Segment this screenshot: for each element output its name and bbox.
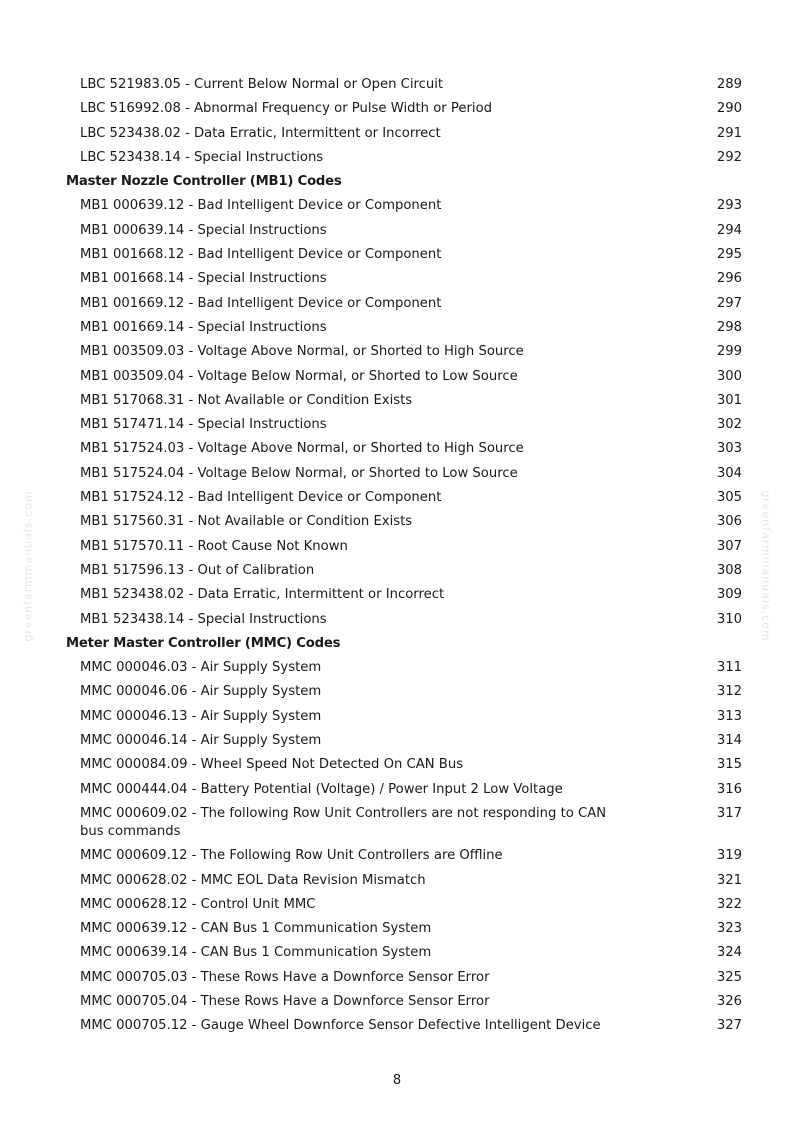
toc-entry-page: 324: [716, 945, 742, 961]
toc-entry[interactable]: [66, 872, 742, 890]
toc-entry[interactable]: [66, 944, 742, 962]
toc-entry-title: MB1 517524.12 - Bad Intelligent Device or Component: [80, 490, 442, 506]
toc-entry-page: 295: [716, 247, 742, 263]
toc-entry-page: 300: [716, 368, 742, 384]
toc-entry-title: MB1 003509.04 - Voltage Below Normal, or Shorted to Low Source: [80, 368, 518, 384]
toc-entry-page: 323: [716, 921, 742, 937]
toc-entry[interactable]: [66, 197, 742, 215]
toc-entry-title: MB1 523438.14 - Special Instructions: [80, 611, 327, 627]
toc-entry-title: MB1 517524.03 - Voltage Above Normal, or Shorted to High Source: [80, 441, 524, 457]
toc-entry-title: MMC 000628.02 - MMC EOL Data Revision Mismatch: [80, 872, 426, 888]
toc-entry-title: MMC 000639.12 - CAN Bus 1 Communication System: [80, 921, 432, 937]
toc-entry-page: 289: [716, 77, 742, 92]
toc-entry[interactable]: [66, 246, 742, 264]
toc-entry-title: MB1 517596.13 - Out of Calibration: [80, 562, 315, 578]
toc-entry[interactable]: [66, 270, 742, 288]
toc-entry[interactable]: [66, 1017, 742, 1035]
toc-entry-page: 322: [716, 896, 742, 912]
toc-entry-page: 302: [716, 417, 742, 433]
toc-entry-page: 299: [716, 344, 742, 360]
toc-entry[interactable]: [66, 416, 742, 434]
toc-entry-title: MB1 001669.12 - Bad Intelligent Device or Component: [80, 295, 442, 311]
toc-entry-page: 319: [716, 848, 742, 864]
toc-entry-page: 314: [716, 733, 742, 749]
toc-entry[interactable]: [66, 222, 742, 240]
toc-entry-title: MB1 517560.31 - Not Available or Condition Exists: [80, 514, 413, 530]
toc-entry-page: 292: [716, 149, 742, 165]
toc-entry-title: LBC 521983.05 - Current Below Normal or Open Circuit: [80, 77, 444, 92]
toc-entry-title: MB1 517471.14 - Special Instructions: [80, 417, 327, 433]
toc-entry-page: 312: [716, 684, 742, 700]
toc-entry-page: 309: [716, 587, 742, 603]
toc-entry-title: MB1 517068.31 - Not Available or Condition Exists: [80, 392, 413, 408]
page-number: 8: [392, 1073, 402, 1088]
toc-entry[interactable]: [66, 659, 742, 677]
toc-entry-page: 291: [716, 125, 742, 141]
toc-entry-title: MMC 000639.14 - CAN Bus 1 Communication System: [80, 945, 432, 961]
toc-entry[interactable]: [66, 125, 742, 143]
toc-entry[interactable]: [66, 295, 742, 313]
toc-entry[interactable]: [66, 896, 742, 914]
section-heading: Meter Master Controller (MMC) Codes: [66, 635, 341, 651]
toc-entry-page: 315: [716, 757, 742, 773]
toc-entry[interactable]: [66, 489, 742, 507]
toc-entry[interactable]: [66, 805, 742, 841]
toc-entry-page: 306: [716, 514, 742, 530]
toc-entry[interactable]: [66, 538, 742, 556]
toc-entry-page: 325: [716, 969, 742, 985]
toc-entry[interactable]: [66, 100, 742, 118]
toc-entry-page: 327: [716, 1018, 742, 1034]
toc-entry[interactable]: [66, 149, 742, 167]
toc-entry-title: MMC 000046.06 - Air Supply System: [80, 684, 322, 700]
toc-entry-page: 308: [716, 562, 742, 578]
toc-entry[interactable]: [66, 781, 742, 799]
toc-entry-title: MB1 001669.14 - Special Instructions: [80, 319, 327, 335]
toc-entry[interactable]: [66, 708, 742, 726]
toc-entry-page: 305: [716, 490, 742, 506]
toc-entry-title: MMC 000444.04 - Battery Potential (Voltage) / Power Input 2 Low Voltage: [80, 781, 563, 797]
toc-entry-page: 293: [716, 198, 742, 214]
toc-entry-page: 321: [716, 872, 742, 888]
toc-entry-title: LBC 523438.02 - Data Erratic, Intermittent or Incorrect: [80, 125, 441, 141]
watermark-left: greenfarmmanuals.com: [21, 490, 35, 642]
toc-entry[interactable]: [66, 562, 742, 580]
toc-entry-page: 310: [716, 611, 742, 627]
toc-entry-page: 290: [716, 101, 742, 117]
toc-entry[interactable]: [66, 343, 742, 361]
toc-entry[interactable]: [66, 756, 742, 774]
toc-entry[interactable]: [66, 76, 742, 94]
toc-entry-title: MMC 000609.12 - The Following Row Unit Controllers are Offline: [80, 848, 503, 864]
toc-entry-page: 296: [716, 271, 742, 287]
toc-entry[interactable]: [66, 683, 742, 701]
toc-entry-page: 304: [716, 465, 742, 481]
toc-entry-page: 301: [716, 392, 742, 408]
toc-entry-title: MMC 000705.03 - These Rows Have a Downforce Sensor Error: [80, 969, 490, 985]
toc-entry-title: MB1 000639.12 - Bad Intelligent Device or Component: [80, 198, 442, 214]
toc-entry-title: MB1 523438.02 - Data Erratic, Intermittent or Incorrect: [80, 587, 445, 603]
toc-entry[interactable]: [66, 465, 742, 483]
toc-entry-page: 311: [716, 660, 742, 676]
toc-entry-title: MMC 000046.14 - Air Supply System: [80, 733, 322, 749]
toc-entry-title: MMC 000628.12 - Control Unit MMC: [80, 896, 316, 912]
toc-entry[interactable]: [66, 993, 742, 1011]
watermark-right: greenfarmmanuals.com: [759, 490, 773, 642]
toc-entry-page: 297: [716, 295, 742, 311]
toc-entry-title: MB1 001668.12 - Bad Intelligent Device or Component: [80, 247, 442, 263]
toc-entry[interactable]: [66, 732, 742, 750]
toc-entry-title: MMC 000609.02 - The following Row Unit Controllers are not responding to CAN bus commands: [80, 805, 607, 839]
toc-entry-page: 303: [716, 441, 742, 457]
toc-entry-title: MMC 000084.09 - Wheel Speed Not Detected On CAN Bus: [80, 757, 464, 773]
toc-entry[interactable]: [66, 586, 742, 604]
toc-entry-title: MMC 000705.12 - Gauge Wheel Downforce Sensor Defective Intelligent Device: [80, 1018, 601, 1034]
toc-entry-page: 294: [716, 222, 742, 238]
toc-entry[interactable]: [66, 969, 742, 987]
toc-entry-title: MB1 517524.04 - Voltage Below Normal, or Shorted to Low Source: [80, 465, 518, 481]
toc-entry-title: MB1 001668.14 - Special Instructions: [80, 271, 327, 287]
section-heading: Master Nozzle Controller (MB1) Codes: [66, 174, 342, 190]
toc-entry-page: 298: [716, 319, 742, 335]
toc-entry[interactable]: [66, 847, 742, 865]
toc-entry-title: MB1 517570.11 - Root Cause Not Known: [80, 538, 348, 554]
toc-entry-page: 307: [716, 538, 742, 554]
toc-entry-title: MB1 000639.14 - Special Instructions: [80, 222, 327, 238]
toc-entry-title: MMC 000046.03 - Air Supply System: [80, 660, 322, 676]
toc-entry-title: LBC 516992.08 - Abnormal Frequency or Pulse Width or Period: [80, 101, 493, 117]
toc-entry[interactable]: [66, 392, 742, 410]
toc-entry[interactable]: [66, 611, 742, 629]
toc-entry-title: MB1 003509.03 - Voltage Above Normal, or Shorted to High Source: [80, 344, 524, 360]
toc-entry[interactable]: [66, 920, 742, 938]
table-of-contents: [66, 76, 742, 1042]
toc-entry-page: 326: [716, 993, 742, 1009]
toc-entry[interactable]: [66, 440, 742, 458]
toc-entry-page: 316: [716, 781, 742, 797]
toc-entry-page: 313: [716, 708, 742, 724]
toc-entry[interactable]: [66, 319, 742, 337]
toc-entry-title: MMC 000705.04 - These Rows Have a Downforce Sensor Error: [80, 993, 490, 1009]
toc-entry[interactable]: [66, 513, 742, 531]
toc-entry-title: LBC 523438.14 - Special Instructions: [80, 149, 324, 165]
toc-entry[interactable]: [66, 368, 742, 386]
toc-entry-page: 317: [716, 805, 742, 821]
toc-entry-title: MMC 000046.13 - Air Supply System: [80, 708, 322, 724]
